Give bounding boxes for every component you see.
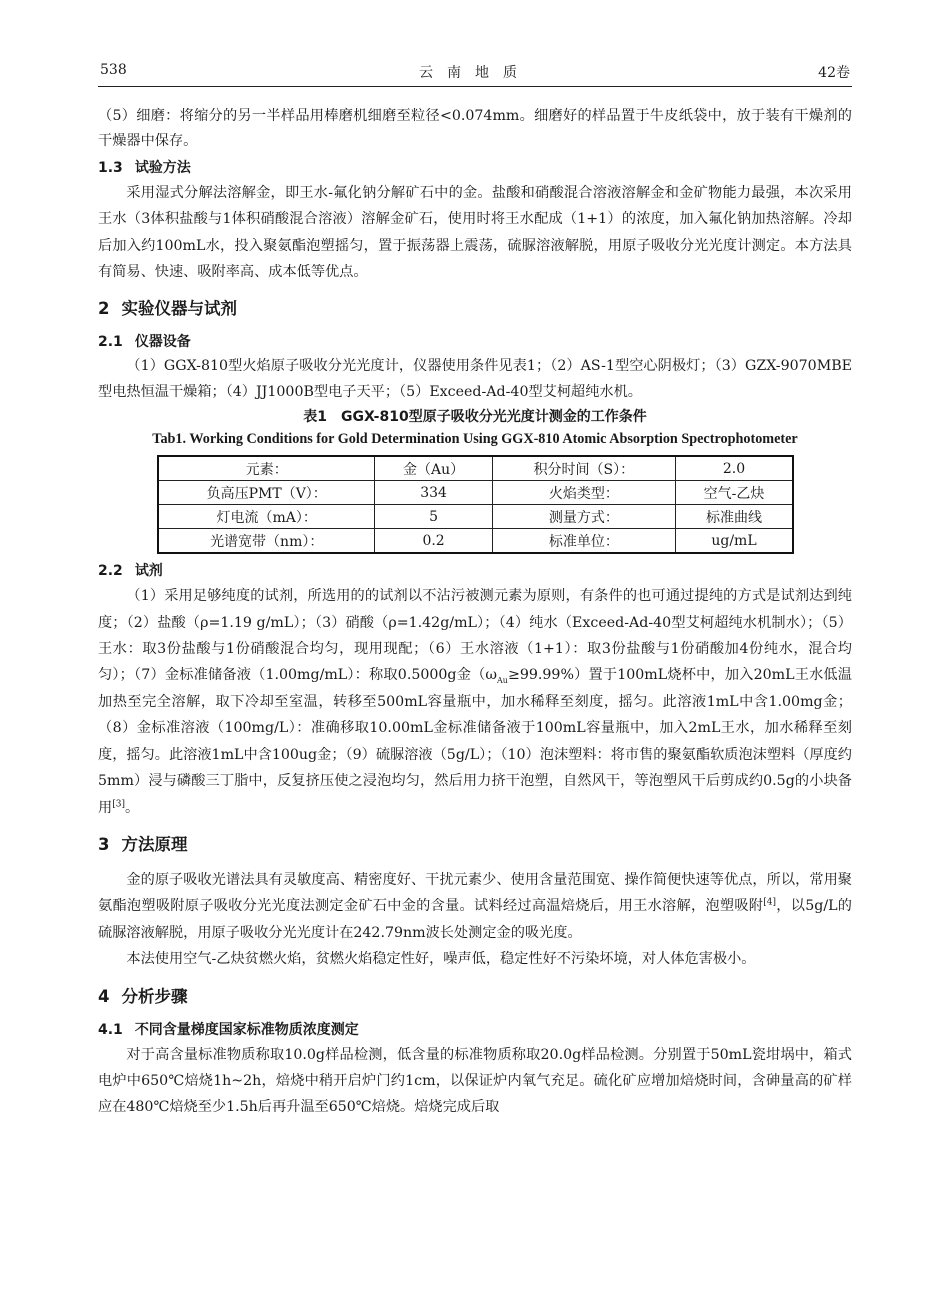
section-2-heading: 2 实验仪器与试剂 <box>98 299 237 319</box>
table-cell: 5 <box>375 505 492 529</box>
table-row <box>158 456 793 481</box>
running-header <box>98 62 852 87</box>
paragraph-grinding: （5）细磨：将缩分的另一半样品用棒磨机细磨至粒径<0.074mm。细磨好的样品置于牛皮纸袋中，放于装有干燥剂的干燥器中保存。 <box>98 108 852 150</box>
paragraph-analysis-steps: 对于高含量标准物质称取10.0g样品检测，低含量的标准物质称取20.0g样品检测。分别置于50mL瓷坩埚中，箱式电炉中650℃焙烧1h~2h，焙烧中稍开启炉门约1cm，以保证炉内氧气充足。硫化矿应增加焙烧时间，含砷量高的矿样应在480℃焙烧至少1.5h后再升温至650℃焙烧。焙烧完成后取 <box>98 1046 852 1116</box>
paragraph-equipment: （1）GGX-810型火焰原子吸收分光光度计，仪器使用条件见表1；（2）AS-1型空心阴极灯；（3）GZX-9070MBE型电热恒温干燥箱；（4）JJ1000B型电子天平；（5）Exceed-Ad-40型艾柯超纯水机。 <box>98 358 852 400</box>
paragraph-reagents: （1）采用足够纯度的试剂，所选用的的试剂以不沾污被测元素为原则，有条件的也可通过提纯的方式是试剂达到纯度；（2）盐酸（ρ=1.19 g/mL）；（3）硝酸（ρ=1.42g/mL）；（4）纯水（Exceed-Ad-40型艾柯超纯水机制水）；（5）王水：取3份盐酸与1份硝酸混合均匀，现用现配；（6）王水溶液（1+1）：取3份盐酸与1份硝酸加4份纯水，混合均匀）；（7）金标准储备液（1.00mg/mL）：称取0.5000g金$(\omega_{Au}\ge 99.99\%)$置于100mL烧杯中，加入20mL王水低温加热至完全溶解，取下冷却至室温，转移至500mL容量瓶中，加水稀释至刻度，摇匀。此溶液1mL中含1.00mg金；（8）金标准溶液（100mg/L）：准确移取10.00mL金标准储备液于100mL容量瓶中，加入2mL王水，加水稀释至刻度，摇匀。此溶液1mL中含100ug金；（9）硫脲溶液（5g/L）；（10）泡沫塑料：将市售的聚氨酯软质泡沫塑料（厚度约5mm）浸与磷酸三丁脂中，反复挤压使之浸泡均匀，然后用力挤干泡塑，自然风干，等泡塑风干后剪成约0.5g的小块备用[3]。 <box>98 588 852 816</box>
table-row <box>158 529 793 554</box>
table-cell: 金（Au） <box>375 456 492 481</box>
table-cell: 元素： <box>158 456 375 481</box>
subsection-1-3-heading: 1.3 试验方法 <box>98 159 191 176</box>
subsection-4-1-heading: 4.1 不同含量梯度国家标准物质浓度测定 <box>98 1021 359 1038</box>
citation-4: [4] <box>763 897 777 908</box>
page-number: 538 <box>100 62 127 78</box>
table-cell: ug/mL <box>676 529 794 554</box>
citation-3: [3] <box>112 798 125 809</box>
table-row <box>158 481 793 505</box>
body-text <box>98 104 852 1121</box>
table-cell: 光谱宽带（nm）： <box>158 529 375 554</box>
volume-label: 42卷 <box>818 65 850 81</box>
subsection-2-2-heading: 2.2 试剂 <box>98 563 163 580</box>
table-cell: 测量方式： <box>492 505 675 529</box>
section-3-heading: 3 方法原理 <box>98 834 188 854</box>
working-conditions-table <box>157 455 794 554</box>
table-cell: 标准单位： <box>492 529 675 554</box>
table-row <box>158 505 793 529</box>
journal-title: 云南地质 <box>419 65 531 81</box>
section-4-heading: 4 分析步骤 <box>98 986 188 1006</box>
table-cell: 0.2 <box>375 529 492 554</box>
subsection-2-1-heading: 2.1 仪器设备 <box>98 334 191 351</box>
table-cell: 334 <box>375 481 492 505</box>
table-cell: 火焰类型： <box>492 481 675 505</box>
table-caption-cn: 表1 GGX-810型原子吸收分光光度计测金的工作条件 <box>303 409 647 426</box>
table-cell: 空气-乙炔 <box>676 481 794 505</box>
table-cell: 积分时间（S）： <box>492 456 675 481</box>
table-cell: 负高压PMT（V）： <box>158 481 375 505</box>
paragraph-principle-2: 本法使用空气-乙炔贫燃火焰，贫燃火焰稳定性好，噪声低，稳定性好不污染坏境，对人体危害极小。 <box>126 951 756 968</box>
paragraph-principle-1: 金的原子吸收光谱法具有灵敏度高、精密度好、干扰元素少、使用含量范围宽、操作简便快速等优点，所以，常用聚氨酯泡塑吸附原子吸收分光光度法测定金矿石中金的含量。试料经过高温焙烧后，用王水溶解，泡塑吸附[4]，以5g/L的硫脲溶液解脱，用原子吸收分光光度计在242.79nm波长处测定金的吸光度。 <box>98 871 852 941</box>
table-cell: 灯电流（mA）： <box>158 505 375 529</box>
table-cell: 标准曲线 <box>676 505 794 529</box>
table-cell: 2.0 <box>676 456 794 481</box>
table-caption-en: Tab1. Working Conditions for Gold Determination Using GGX-810 Atomic Absorption Spectrophotometer <box>152 431 798 448</box>
paragraph-test-method: 采用湿式分解法溶解金，即王水-氟化钠分解矿石中的金。盐酸和硝酸混合溶液溶解金和金矿物能力最强，本次采用王水（3体积盐酸与1体积硝酸混合溶液）溶解金矿石，使用时将王水配成（1+1）的浓度，加入氟化钠加热溶解。冷却后加入约100mL水，投入聚氨酯泡塑摇匀，置于振荡器上震荡，硫脲溶液解脱，用原子吸收分光光度计测定。本方法具有简易、快速、吸附率高、成本低等优点。 <box>98 184 852 281</box>
subscript-au: Au <box>497 676 508 686</box>
